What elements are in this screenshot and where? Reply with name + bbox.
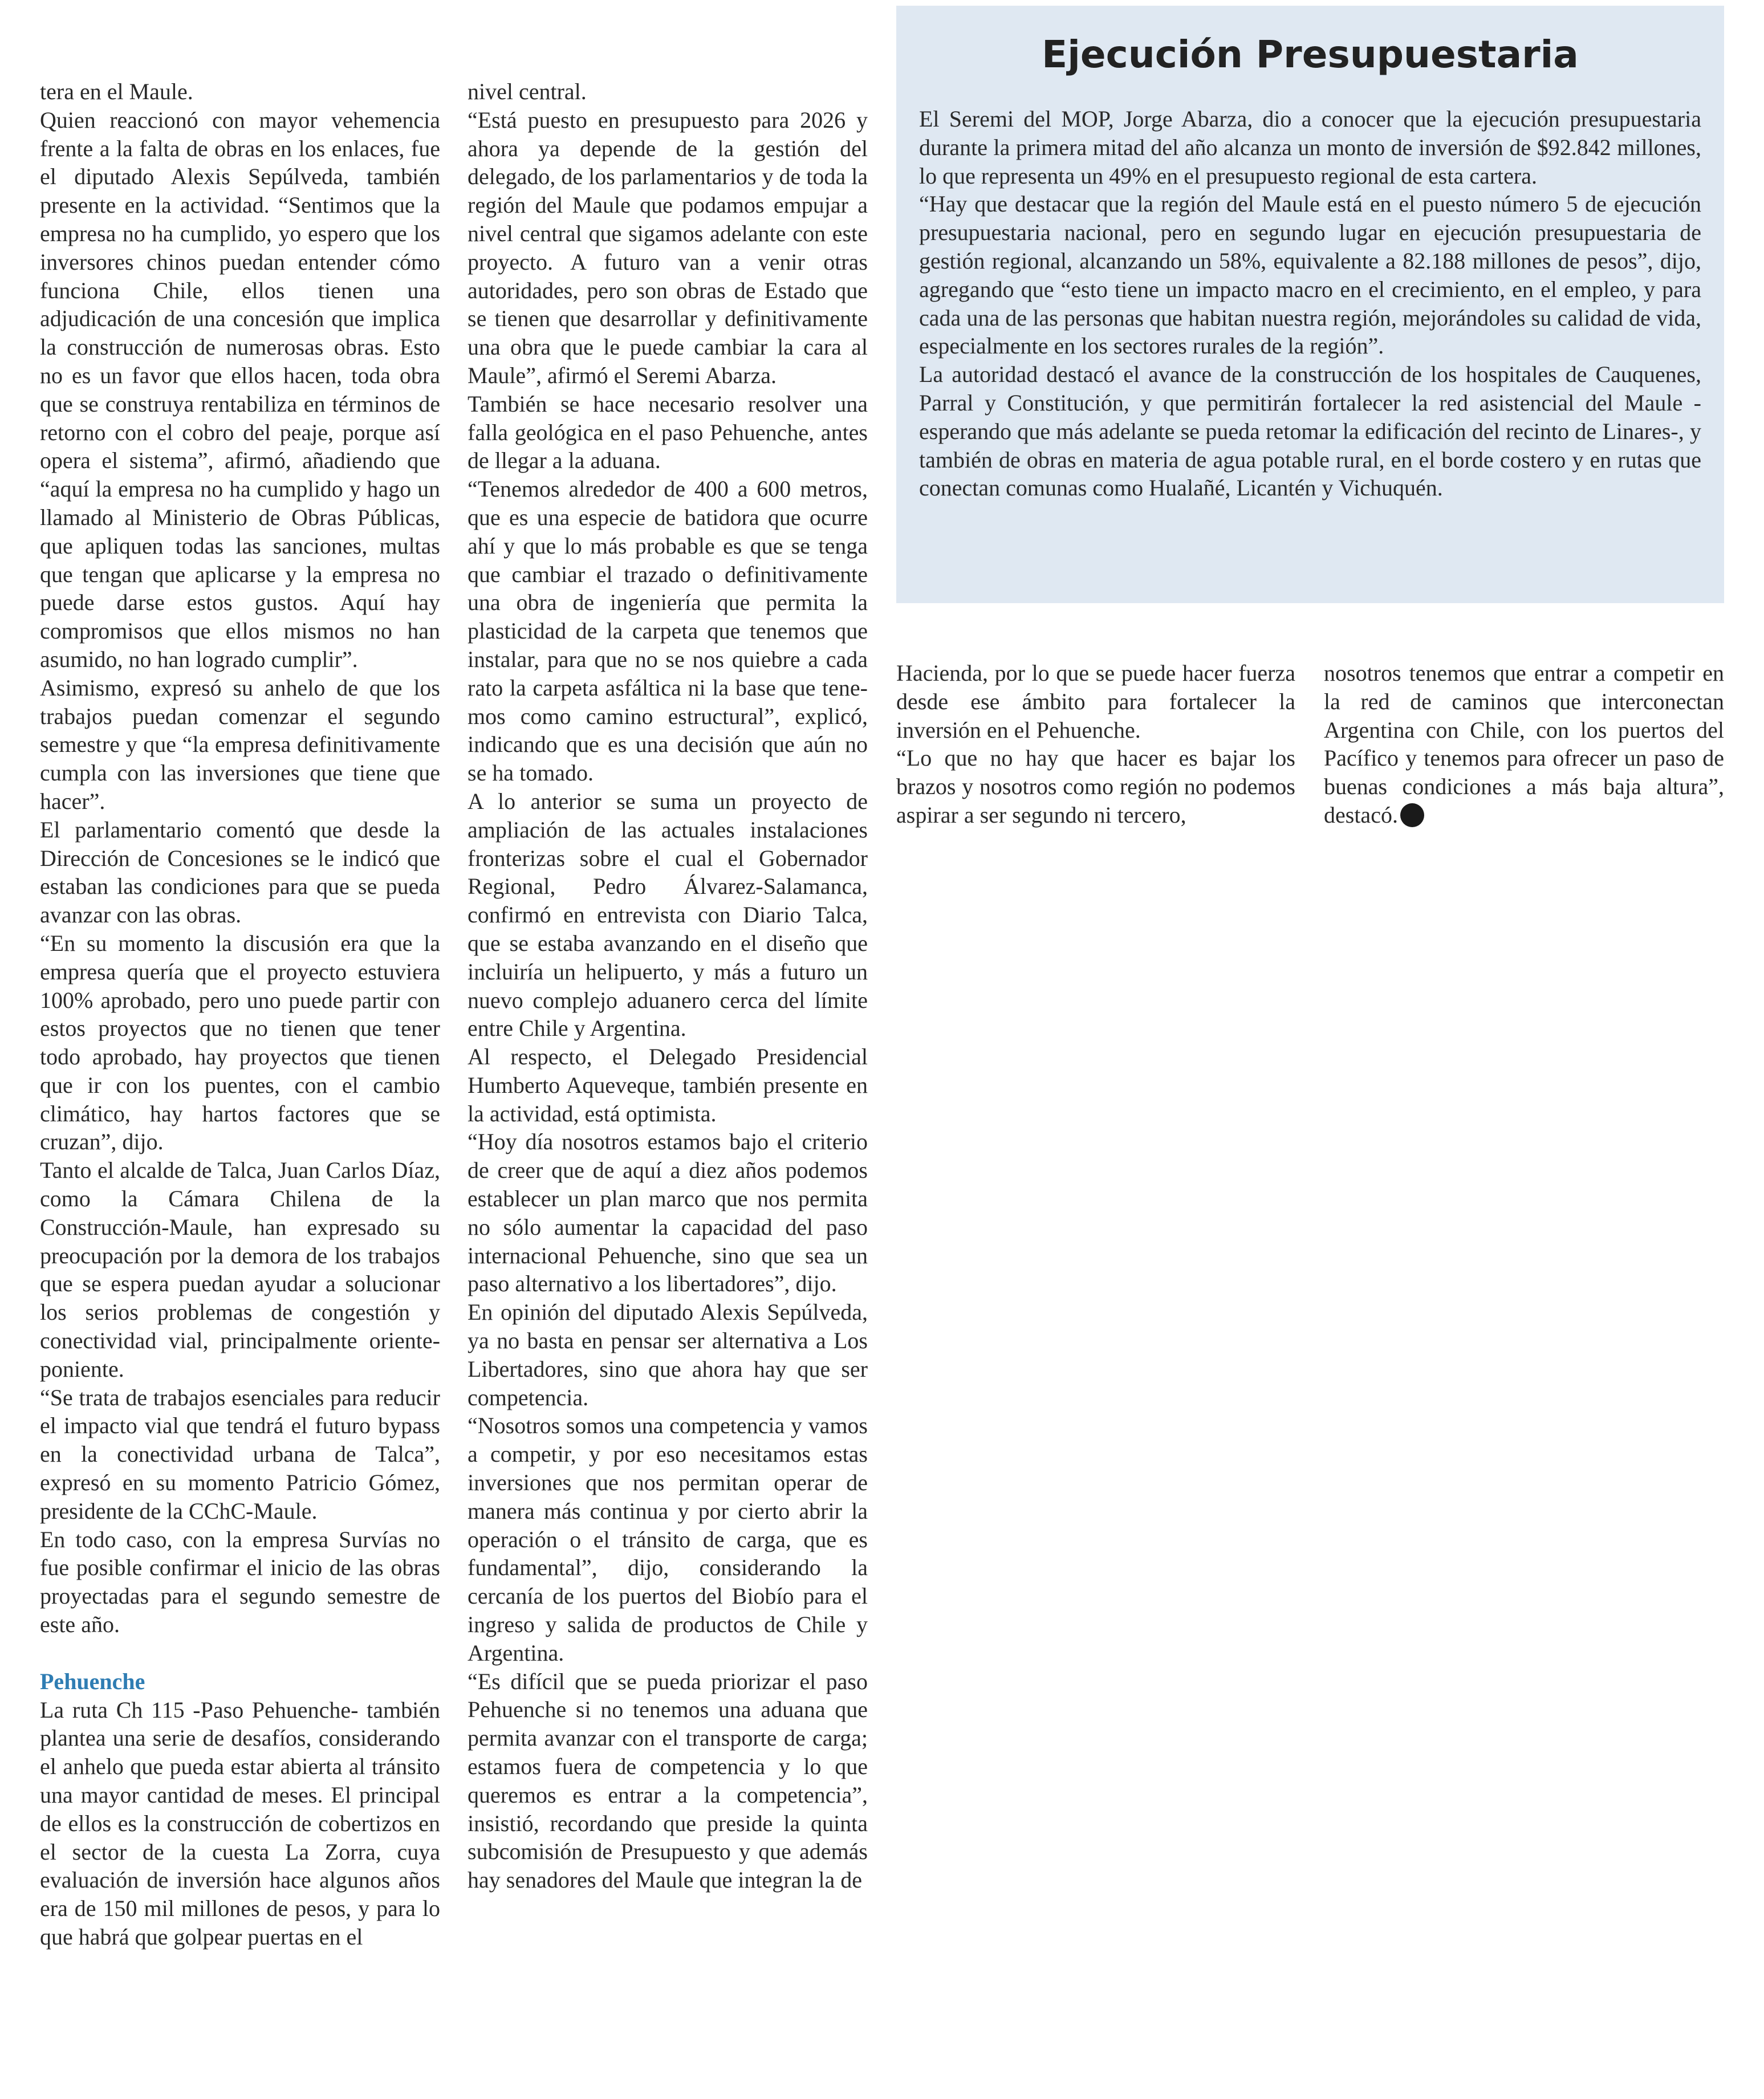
- paragraph: nivel central.: [468, 79, 587, 104]
- paragraph: tera en el Maule.: [40, 79, 193, 104]
- paragraph: “Está puesto en presupuesto para 2026 y ahora ya depende de la gestión del delegado, de los parlamentarios y de toda la región del Maule que podamos empujar a nivel central que sigamos adelante con este proyecto. A futuro van a venir otras autoridades, pero son obras de Estado que se tienen que desarrollar y definitivamente una obra que le puede cambiar la cara al Maule”, afirmó el Seremi Abarza.: [468, 107, 868, 388]
- paragraph: En todo caso, con la empresa Survías no fue posible confirmar el inicio de las obras proyectadas para el segundo semestre de este año.: [40, 1526, 440, 1638]
- paragraph-text: nosotros tenemos que entrar a competir en la red de caminos que interconectan Argentina con Chile, con los puertos del Pacífico y tenemos para ofrecer un paso de buenas condiciones a más baja altura”, destacó.: [1324, 660, 1724, 828]
- paragraph: “En su momento la discusión era que la empresa quería que el proyecto estuviera 100% aprobado, pero uno puede partir con estos proyectos que no tienen que tener todo aprobado, hay proyectos que tienen que ir con los puentes, con el cambio climático, hay hartos factores que se cruzan”, dijo.: [40, 930, 440, 1155]
- sidebar-title: Ejecución Presupuestaria: [1042, 32, 1579, 76]
- article-column-1: [40, 78, 440, 1951]
- paragraph: “Nosotros somos una competencia y vamos a competir, y por eso necesitamos estas inversiones que nos permitan operar de manera más continua y por cierto abrir la operación o el tránsito de carga, que es fundamental”, dijo, considerando la cercanía de los puertos del Biobío para el ingreso y salida de productos de Chile y Argentina.: [468, 1413, 868, 1666]
- paragraph: “Se trata de trabajos esenciales para reducir el impacto vial que tendrá el futuro bypass en la conectividad urbana de Talca”, expresó en su momento Patricio Gómez, presidente de la CChC-Maule.: [40, 1384, 440, 1524]
- paragraph: La ruta Ch 115 -Paso Pehuenche- también plantea una serie de desafíos, considerando el anhelo que pueda estar abierta al tránsito una mayor cantidad de meses. El principal de ellos es la construcción de cobertizos en el sector de la cuesta La Zorra, cuya evaluación de inversión hace algunos años era de 150 mil millones de pesos, y para lo que habrá que golpear puertas en el: [40, 1697, 440, 1950]
- paragraph: “Lo que no hay que hacer es bajar los brazos y nosotros como región no podemos aspirar a ser segundo ni tercero,: [896, 745, 1295, 828]
- paragraph: También se hace necesario resolver una falla geológica en el paso Pehuenche, antes de llegar a la aduana.: [468, 390, 868, 474]
- end-mark-icon: [1400, 803, 1424, 827]
- sidebar-box: [896, 6, 1724, 603]
- paragraph: La autoridad destacó el avance de la construcción de los hospitales de Cauquenes, Parral y Constitución, y que permitirán fortalecer la red asistencial del Maule -esperando que más adelante se pueda retomar la edificación del recinto de Linares-, y también de obras en materia de agua potable rural, en el borde costero y en rutas que conectan comunas como Hualañé, Licantén y Vichuquén.: [919, 361, 1701, 501]
- paragraph: “Es difícil que se pueda priorizar el paso Pehuenche si no tenemos una aduana que permita avanzar con el transporte de carga; estamos fuera de competencia y lo que queremos es entrar a la competencia”, insistió, recordando que preside la quinta subcomisión de Presupuesto y que además hay senadores del Maule que integran la de: [468, 1668, 868, 1893]
- paragraph: Hacienda, por lo que se puede hacer fuerza desde ese ámbito para fortalecer la inversión en el Pehuenche.: [896, 660, 1295, 743]
- paragraph: Al respecto, el Delegado Presidencial Humberto Aqueveque, también presente en la actividad, está optimista.: [468, 1044, 868, 1126]
- paragraph: “Hoy día nosotros estamos bajo el criterio de creer que de aquí a diez años podemos establecer un plan marco que nos permita no sólo aumentar la capacidad del paso internacional Pehuenche, sino que sea un paso alternativo a los libertadores”, dijo.: [468, 1129, 868, 1297]
- paragraph: Asimismo, expresó su anhelo de que los trabajos puedan comenzar el segundo semestre y que “la empresa definitivamente cumpla con las inversiones que tiene que hacer”.: [40, 674, 440, 814]
- paragraph: “Tenemos alrededor de 400 a 600 metros, que es una especie de batidora que ocurre ahí y que lo más probable es que se tenga que cambiar el trazado o definitivamente una obra de ingeniería que permita la plasticidad de la carpeta que tenemos que instalar, para que no se nos quiebre a cada rato la carpeta asfáltica ni la base que tenemos como camino estructural”, explicó, indicando que es una decisión que aún no se ha tomado.: [468, 476, 868, 786]
- paragraph: A lo anterior se suma un proyecto de ampliación de las actuales instalaciones fronterizas sobre el cual el Gobernador Regional, Pedro Álvarez-Salamanca, confirmó en entrevista con Diario Talca, que se estaba avanzando en el diseño que incluiría un helipuerto, y más a futuro un nuevo complejo aduanero cerca del límite entre Chile y Argentina.: [468, 788, 868, 1042]
- sidebar-body: [919, 105, 1701, 502]
- paragraph: Tanto el alcalde de Talca, Juan Carlos Díaz, como la Cámara Chilena de la Construcción-Maule, han expresado su preocupación por la demora de los trabajos que se espera puedan ayudar a solucionar los serios problemas de congestión y conectividad vial, principalmente oriente-poniente.: [40, 1157, 440, 1382]
- paragraph: Quien reaccionó con mayor vehemencia frente a la falta de obras en los enlaces, fue el diputado Alexis Sepúlveda, también presente en la actividad. “Sentimos que la empresa no ha cumplido, yo espero que los inversores chinos puedan entender cómo funciona Chile, ellos tienen una adjudicación de una concesión que implica la construcción de numerosas obras. Esto no es un favor que ellos hacen, toda obra que se construya rentabiliza en términos de retorno con el cobro del peaje, porque así opera el sistema”, afirmó, añadiendo que “aquí la empresa no ha cumplido y hago un llamado al Ministerio de Obras Públicas, que apliquen todas las sanciones, multas que tengan que aplicarse y la empresa no puede darse estos gustos. Aquí hay compromisos que ellos mismos no han asumido, no han logrado cumplir”.: [40, 107, 440, 672]
- article-column-4: [1324, 659, 1724, 829]
- paragraph: En opinión del diputado Alexis Sepúlveda, ya no basta en pensar ser alternativa a Los Libertadores, sino que ahora hay que ser competencia.: [468, 1299, 868, 1410]
- paragraph: [1324, 659, 1724, 829]
- paragraph: El Seremi del MOP, Jorge Abarza, dio a conocer que la ejecución presupuestaria durante la primera mitad del año alcanza un monto de inversión de $92.842 millones, lo que representa un 49% en el presupuesto regional de esta cartera.: [919, 106, 1701, 189]
- section-subhead: Pehuenche: [40, 1668, 145, 1694]
- article-column-2: [468, 78, 868, 1894]
- paragraph: “Hay que destacar que la región del Maule está en el puesto número 5 de ejecución presupuestaria nacional, pero en segundo lugar en ejecución presupuestaria de gestión regional, alcanzando un 58%, equivalente a 82.188 millones de pesos”, dijo, agregando que “esto tiene un impacto macro en el crecimiento, en el empleo, y para cada una de las personas que habitan nuestra región, mejorándoles su calidad de vida, especialmente en los sectores rurales de la región”.: [919, 191, 1701, 359]
- paragraph: El parlamentario comentó que desde la Dirección de Concesiones se le indicó que estaban las condiciones para que se pueda avanzar con las obras.: [40, 816, 440, 928]
- article-column-3: [896, 659, 1295, 829]
